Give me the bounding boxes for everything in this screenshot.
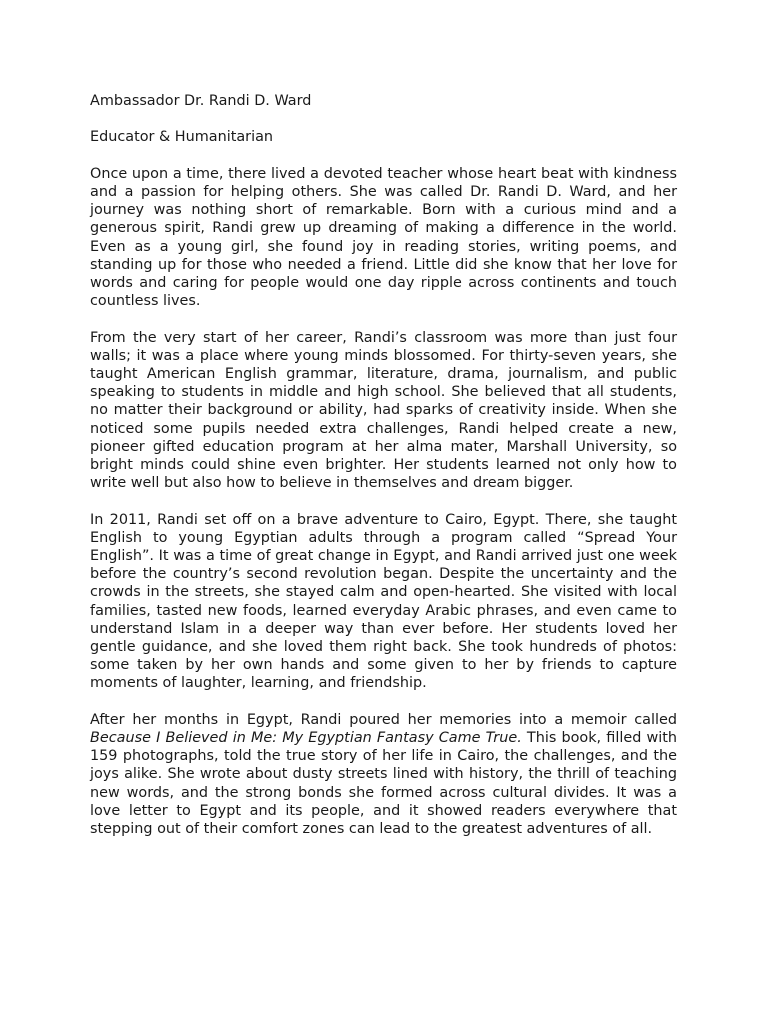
book-title: Because I Believed in Me: My Egyptian Fantasy Came True. (90, 730, 522, 747)
paragraph-4 (90, 711, 677, 838)
paragraph-2: From the very start of her career, Randi’s classroom was more than just four walls; it was a place where young minds blossomed. For thirty-seven years, she taught American English grammar, literature, drama, journalism, and public speaking to students in middle and high school. She believed that all students, no matter their background or ability, had sparks of creativity inside. When she noticed some pupils needed extra challenges, Randi helped create a new, pioneer gifted education program at her alma mater, Marshall University, so bright minds could shine even brighter. Her students learned not only how to write well but also how to believe in themselves and dream bigger. (90, 329, 677, 492)
paragraph-1: Once upon a time, there lived a devoted teacher whose heart beat with kindness and a passion for helping others. She was called Dr. Randi D. Ward, and her journey was nothing short of remarkable. Born with a curious mind and a generous spirit, Randi grew up dreaming of making a difference in the world. Even as a young girl, she found joy in reading stories, writing poems, and standing up for those who needed a friend. Little did she know that her love for words and caring for people would one day ripple across continents and touch countless lives. (90, 165, 677, 310)
document-page (90, 92, 677, 856)
name-heading: Ambassador Dr. Randi D. Ward (90, 93, 312, 109)
paragraph-3: In 2011, Randi set off on a brave adventure to Cairo, Egypt. There, she taught English to young Egyptian adults through a program called “Spread Your English”. It was a time of great change in Egypt, and Randi arrived just one week before the country’s second revolution began. Despite the uncertainty and the crowds in the streets, she stayed calm and open-hearted. She visited with local families, tasted new foods, learned everyday Arabic phrases, and even came to understand Islam in a deeper way than ever before. Her students loved her gentle guidance, and she loved them right back. She took hundreds of photos: some taken by her own hands and some given to her by friends to capture moments of laughter, learning, and friendship. (90, 511, 677, 692)
paragraph-4-rest: This book, filled with 159 photographs, told the true story of her life in Cairo, the challenges, and the joys alike. She wrote about dusty streets lined with history, the thrill of teaching new words, and the strong bonds she formed across cultural divides. It was a love letter to Egypt and its people, and it showed readers everywhere that stepping out of their comfort zones can lead to the greatest adventures of all. (90, 730, 678, 838)
paragraph-4-intro: After her months in Egypt, Randi poured her memories into a memoir called (90, 711, 677, 728)
subtitle-heading: Educator & Humanitarian (90, 129, 274, 146)
